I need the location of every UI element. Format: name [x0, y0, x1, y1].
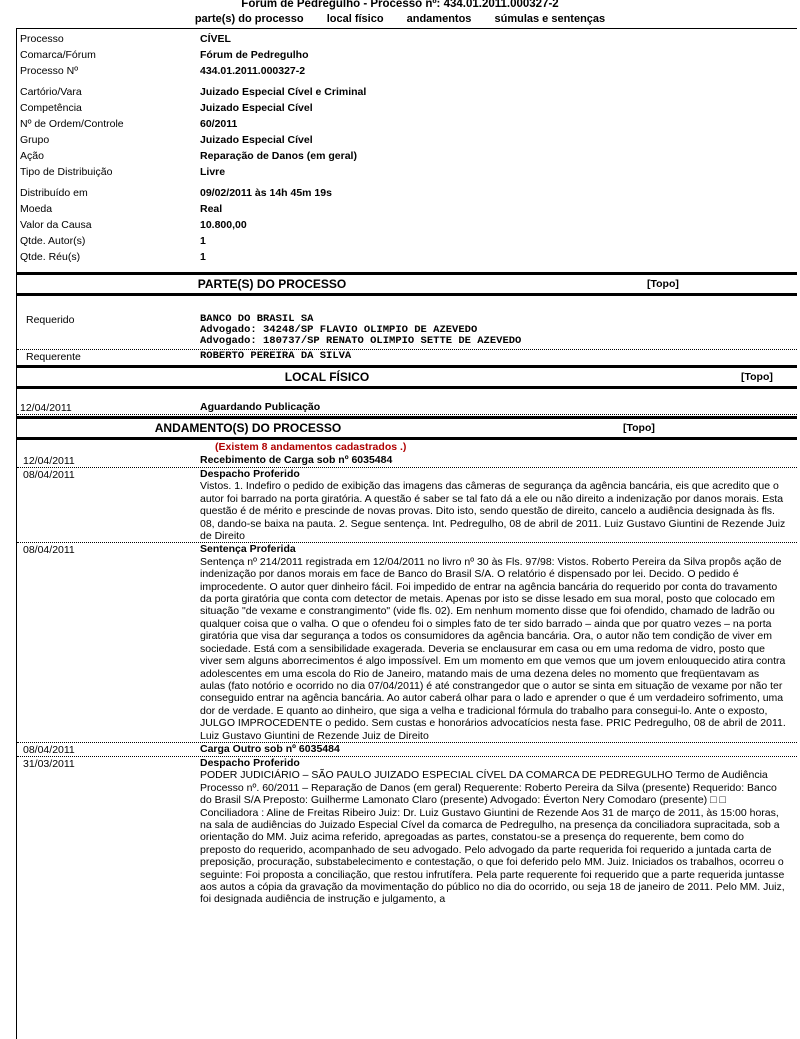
nav-link-sumulas[interactable]: súmulas e sentenças: [494, 13, 606, 25]
party-lawyer: Advogado: 180737/SP RENATO OLIMPIO SETTE DE AZEVEDO: [200, 335, 522, 347]
andamento-title: Despacho Proferido: [200, 756, 300, 769]
info-value: 60/2011: [200, 118, 238, 130]
local-row: [17, 401, 797, 415]
info-label: Processo Nº: [20, 65, 79, 77]
andamentos-count: (Existem 8 andamentos cadastrados .): [215, 441, 407, 453]
party-name: ROBERTO PEREIRA DA SILVA: [200, 350, 352, 362]
andamento-title: Sentença Proferida: [200, 543, 296, 556]
process-info: [17, 31, 797, 265]
topo-link[interactable]: [Topo]: [647, 278, 679, 290]
nav-link-andamentos[interactable]: andamentos: [406, 13, 472, 25]
andamento-title: Recebimento de Carga sob nº 6035484: [200, 454, 393, 466]
info-row-cartorio: [17, 84, 797, 100]
info-value: Fórum de Pedregulho: [200, 49, 309, 61]
section-title: LOCAL FÍSICO: [284, 370, 370, 384]
info-value: Livre: [200, 166, 226, 178]
info-label: Grupo: [20, 134, 50, 146]
andamento-date: 08/04/2011: [23, 743, 75, 756]
topo-link[interactable]: [Topo]: [741, 371, 773, 383]
section-title: PARTE(S) DO PROCESSO: [197, 277, 347, 291]
info-row-ordem: [17, 116, 797, 132]
info-row-acao: [17, 148, 797, 164]
info-value: Juizado Especial Cível e Criminal: [200, 86, 367, 98]
andamento-item: [17, 757, 797, 906]
party-name: BANCO DO BRASIL SA: [200, 313, 314, 325]
andamento-date: 31/03/2011: [23, 757, 75, 770]
info-label: Ação: [20, 150, 44, 162]
info-label: Nº de Ordem/Controle: [20, 118, 124, 130]
andamento-item: [17, 454, 797, 468]
topo-link[interactable]: [Topo]: [623, 422, 655, 434]
info-value: 1: [200, 235, 206, 247]
andamento-title: Carga Outro sob nº 6035484: [200, 742, 340, 755]
info-value: 434.01.2011.000327-2: [200, 65, 306, 77]
local-date: 12/04/2011: [20, 402, 72, 414]
info-value: Real: [200, 203, 223, 215]
info-value: 10.800,00: [200, 219, 247, 231]
nav-link-local-fisico[interactable]: local físico: [326, 13, 384, 25]
andamento-item: [17, 743, 797, 757]
info-label: Comarca/Fórum: [20, 49, 96, 61]
andamento-text: Sentença nº 214/2011 registrada em 12/04/2011 no livro nº 30 às Fls. 97/98: Vistos. Roberto Pereira da Silva propôs ação de indenização por danos morais em face de Banco do Brasil S/A. O relatório é dispensado por lei. Decido. O pedido é improcedente. O autor quer dinheiro fácil. Foi impedido de entrar na agência bancária do requerido por conta do travamento da porta giratória que conta com detector de metais. Apenas por isto se disse lesado em sua moral, posto que colocado em situação "de vexame e constrangimento" (vide fls. 02). Em nenhum momento disse que foi ofendido, chamado de ladrão ou qualquer coisa que o valha. O que o ofendeu foi o simples fato de ter sido barrado – ainda que por quatro vezes – na porta giratória que visa dar segurança a todos os consumidores da agência bancária. Ora, o autor não tem condição de viver em sociedade. Está com a sensibilidade exagerada. Deveria se enclausurar em casa ou em uma redoma de vidro, posto que viver sem alguns aborrecimentos é algo impossível. Em um momento em que vemos que um jovem enlouquecido atira contra adolescentes em uma escola do Rio de Janeiro, matando mais de uma dezena deles no momento que freqüentavam as aulas (fato notório e ocorrido no dia 07/04/2011) é até constrangedor que o autor se sinta em situação de vexame por não ter conseguido entrar na agência bancária. Ao autor caberá olhar para o lado e aprender o que é um verdadeiro sofrimento, uma dor de verdade. E quanto ao dinheiro, que siga a velha e tradicional fórmula do trabalho para consegui-lo. Ante o exposto, JULGO IMPROCEDENTE o pedido. Sem custas e honorários advocatícios nesta fase. PRIC Pedregulho, 08 de abril de 2011. Luiz Gustavo Giuntini de Rezende Juiz de Direito: [200, 555, 786, 742]
andamento-date: 08/04/2011: [23, 469, 75, 481]
andamento-date: 12/04/2011: [23, 455, 75, 467]
info-label: Tipo de Distribuição: [20, 166, 113, 178]
process-frame: [16, 28, 797, 1039]
info-label: Qtde. Autor(s): [20, 235, 86, 247]
info-row-numero: [17, 63, 797, 79]
party-label: Requerido: [26, 314, 75, 326]
section-title: ANDAMENTO(S) DO PROCESSO: [154, 421, 342, 435]
info-label: Moeda: [20, 203, 53, 215]
party-row-requerido: [17, 314, 797, 350]
andamento-text: Vistos. 1. Indefiro o pedido de exibição das imagens das câmeras de segurança da agência bancária, eis que acredito que o autor foi barrado na porta giratória. A questão é saber se tal fato dá a ele ou não direito a indenização por danos morais. Esta questão é de mérito e prescinde de novas provas. Dito isto, sendo questão de direito, cancelo a audiência designada às fls. 08, dando-se baixa na pauta. 2. Segue sentença. Int. Pedregulho, 08 de abril de 2011. Luiz Gustavo Giuntini de Rezende Juiz de Direito: [200, 480, 786, 543]
info-value: 1: [200, 251, 206, 263]
andamento-text: PODER JUDICIÁRIO – SÃO PAULO JUIZADO ESPECIAL CÍVEL DA COMARCA DE PEDREGULHO Termo de Audiência Processo nº. 60/2011 – Reparação de Danos (em geral) Requerente: Roberto Pereira da Silva (presente) Requerido: Banco do Brasil S/A Preposto: Guilherme Lamonato Claro (presente) Advogado: Éverton Nery Comodaro (presente) □ □ Conciliadora : Aline de Freitas Ribeiro Juiz: Dr. Luiz Gustavo Giuntini de Rezende Aos 31 de março de 2011, às 15:00 horas, na sala de audiências do Juizado Especial Cível da comarca de Pedregulho, na presença da conciliadora supracitada, sob a orientação do MM. Juiz acima referido, apregoadas as partes, constatou-se a presença do requerente, bem como do preposto do requerido, acompanhado de seu advogado. Pelo advogado da parte requerida foi requerido a juntada carta de preposição, procuração, substabelecimento e contestação, o que foi deferido pelo MM. Juiz. Iniciados os trabalhos, ocorreu o seguinte: Foi proposta a conciliação, que restou infrutífera. Pela parte requerente foi requerido que a parte requerida juntasse aos autos a cópia da gravação da movimentação do público no dia do ocorrido, ou seja 18 de janeiro de 2011. Pelo MM. Juiz, foi designada audiência de instrução e julgamento, a: [200, 769, 785, 906]
info-row-reus: [17, 249, 797, 265]
info-label: Distribuído em: [20, 187, 88, 199]
info-label: Cartório/Vara: [20, 86, 82, 98]
info-label: Processo: [20, 33, 64, 45]
info-row-autores: [17, 233, 797, 249]
party-value: [200, 314, 521, 347]
section-header-andamentos: [17, 416, 797, 440]
party-row-requerente: [17, 350, 797, 365]
info-label: Valor da Causa: [20, 219, 92, 231]
info-row-moeda: [17, 201, 797, 217]
info-row-competencia: [17, 100, 797, 116]
info-label: Competência: [20, 102, 82, 114]
party-lawyer: Advogado: 34248/SP FLAVIO OLIMPIO DE AZEVEDO: [200, 324, 478, 336]
info-row-processo: [17, 31, 797, 47]
section-header-partes: [17, 272, 797, 296]
info-row-distribuido: [17, 185, 797, 201]
party-label: Requerente: [26, 351, 81, 363]
andamento-date: 08/04/2011: [23, 544, 75, 557]
info-row-valor: [17, 217, 797, 233]
info-row-tipo: [17, 164, 797, 180]
nav-link-partes[interactable]: parte(s) do processo: [194, 13, 304, 25]
info-value: Reparação de Danos (em geral): [200, 150, 357, 162]
info-value: 09/02/2011 às 14h 45m 19s: [200, 187, 332, 199]
party-value: [200, 351, 351, 363]
section-header-local: [17, 365, 797, 389]
info-value: Juizado Especial Cível: [200, 134, 313, 146]
andamento-title: Despacho Proferido: [200, 468, 300, 480]
andamento-item: [17, 468, 797, 543]
andamento-item: [17, 543, 797, 743]
info-row-grupo: [17, 132, 797, 148]
info-value: Juizado Especial Cível: [200, 102, 313, 114]
info-row-comarca: [17, 47, 797, 63]
info-label: Qtde. Réu(s): [20, 251, 81, 263]
info-value: CÍVEL: [200, 33, 231, 45]
local-value: Aguardando Publicação: [200, 401, 321, 413]
page-title: Fórum de Pedregulho - Processo nº: 434.01.2011.000327-2: [241, 0, 559, 10]
top-nav: [0, 12, 800, 26]
